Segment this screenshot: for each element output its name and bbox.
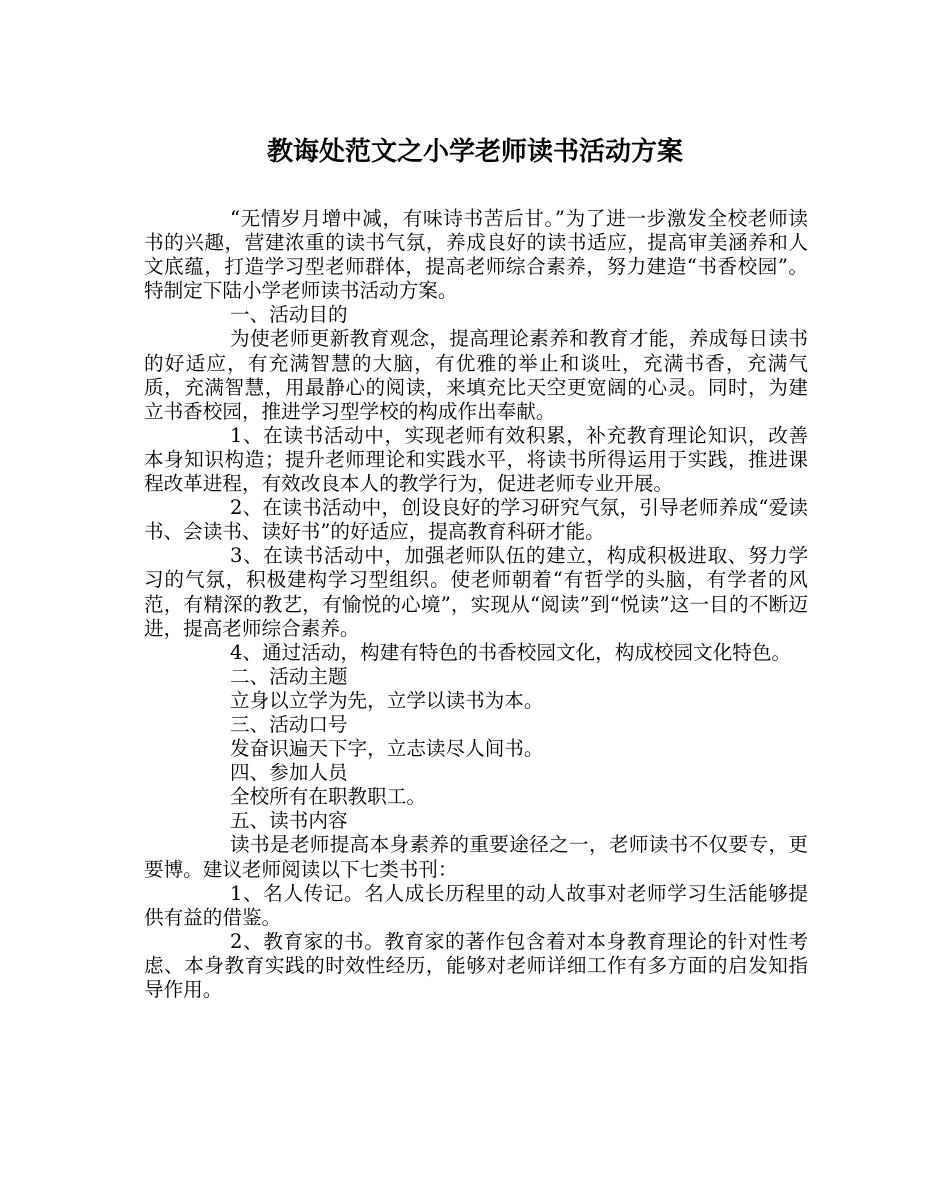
reading-item-1: 1、名人传记。名人成长历程里的动人故事对老师学习生活能够提供有益的借鉴。 [144, 881, 808, 929]
intro-paragraph: “无情岁月增中减，有味诗书苦后甘。”为了进一步激发全校老师读书的兴趣，营建浓重的读书气氛，养成良好的读书适应，提高审美涵养和人文底蕴，打造学习型老师群体，提高老师综合素养，努力建造“书香校园”。特制定下陆小学老师读书活动方案。 [144, 207, 808, 303]
reading-item-2: 2、教育家的书。教育家的著作包含着对本身教育理论的针对性考虑、本身教育实践的时效性经历，能够对老师详细工作有多方面的启发知指导作用。 [144, 929, 808, 1001]
section-heading-reading-content: 五、读书内容 [230, 809, 348, 833]
section-heading-purpose: 一、活动目的 [230, 303, 348, 327]
reading-content-paragraph: 读书是老师提高本身素养的重要途径之一，老师读书不仅要专，更要博。建议老师阅读以下七类书刊： [144, 833, 808, 881]
section-heading-slogan: 三、活动口号 [230, 712, 348, 736]
theme-paragraph: 立身以立学为先，立学以读书为本。 [230, 688, 544, 712]
section-heading-theme: 二、活动主题 [230, 664, 348, 688]
purpose-item-4: 4、通过活动，构建有特色的书香校园文化，构成校园文化特色。 [230, 640, 792, 664]
document-body [144, 207, 808, 1002]
purpose-item-2: 2、在读书活动中，创设良好的学习研究气氛，引导老师养成“爱读书、会读书、读好书”的好适应，提高教育科研才能。 [144, 496, 808, 544]
document-title: 教诲处范文之小学老师读书活动方案 [266, 137, 683, 167]
purpose-paragraph: 为使老师更新教育观念，提高理论素养和教育才能，养成每日读书的好适应，有充满智慧的大脑，有优雅的举止和谈吐，充满书香，充满气质，充满智慧，用最静心的阅读，来填充比天空更宽阔的心灵。同时，为建立书香校园，推进学习型学校的构成作出奉献。 [144, 327, 808, 423]
slogan-paragraph: 发奋识遍天下字，立志读尽人间书。 [230, 737, 544, 761]
purpose-item-1: 1、在读书活动中，实现老师有效积累，补充教育理论知识，改善本身知识构造；提升老师理论和实践水平，将读书所得运用于实践，推进课程改革进程，有效改良本人的教学行为，促进老师专业开展。 [144, 423, 808, 496]
participants-paragraph: 全校所有在职教职工。 [230, 785, 426, 809]
section-heading-participants: 四、参加人员 [230, 761, 348, 785]
purpose-item-3: 3、在读书活动中，加强老师队伍的建立，构成积极进取、努力学习的气氛，积极建构学习型组织。使老师朝着“有哲学的头脑，有学者的风范，有精深的教艺，有愉悦的心境”，实现从“阅读”到“悦读”这一目的不断迈进，提高老师综合素养。 [144, 544, 808, 640]
